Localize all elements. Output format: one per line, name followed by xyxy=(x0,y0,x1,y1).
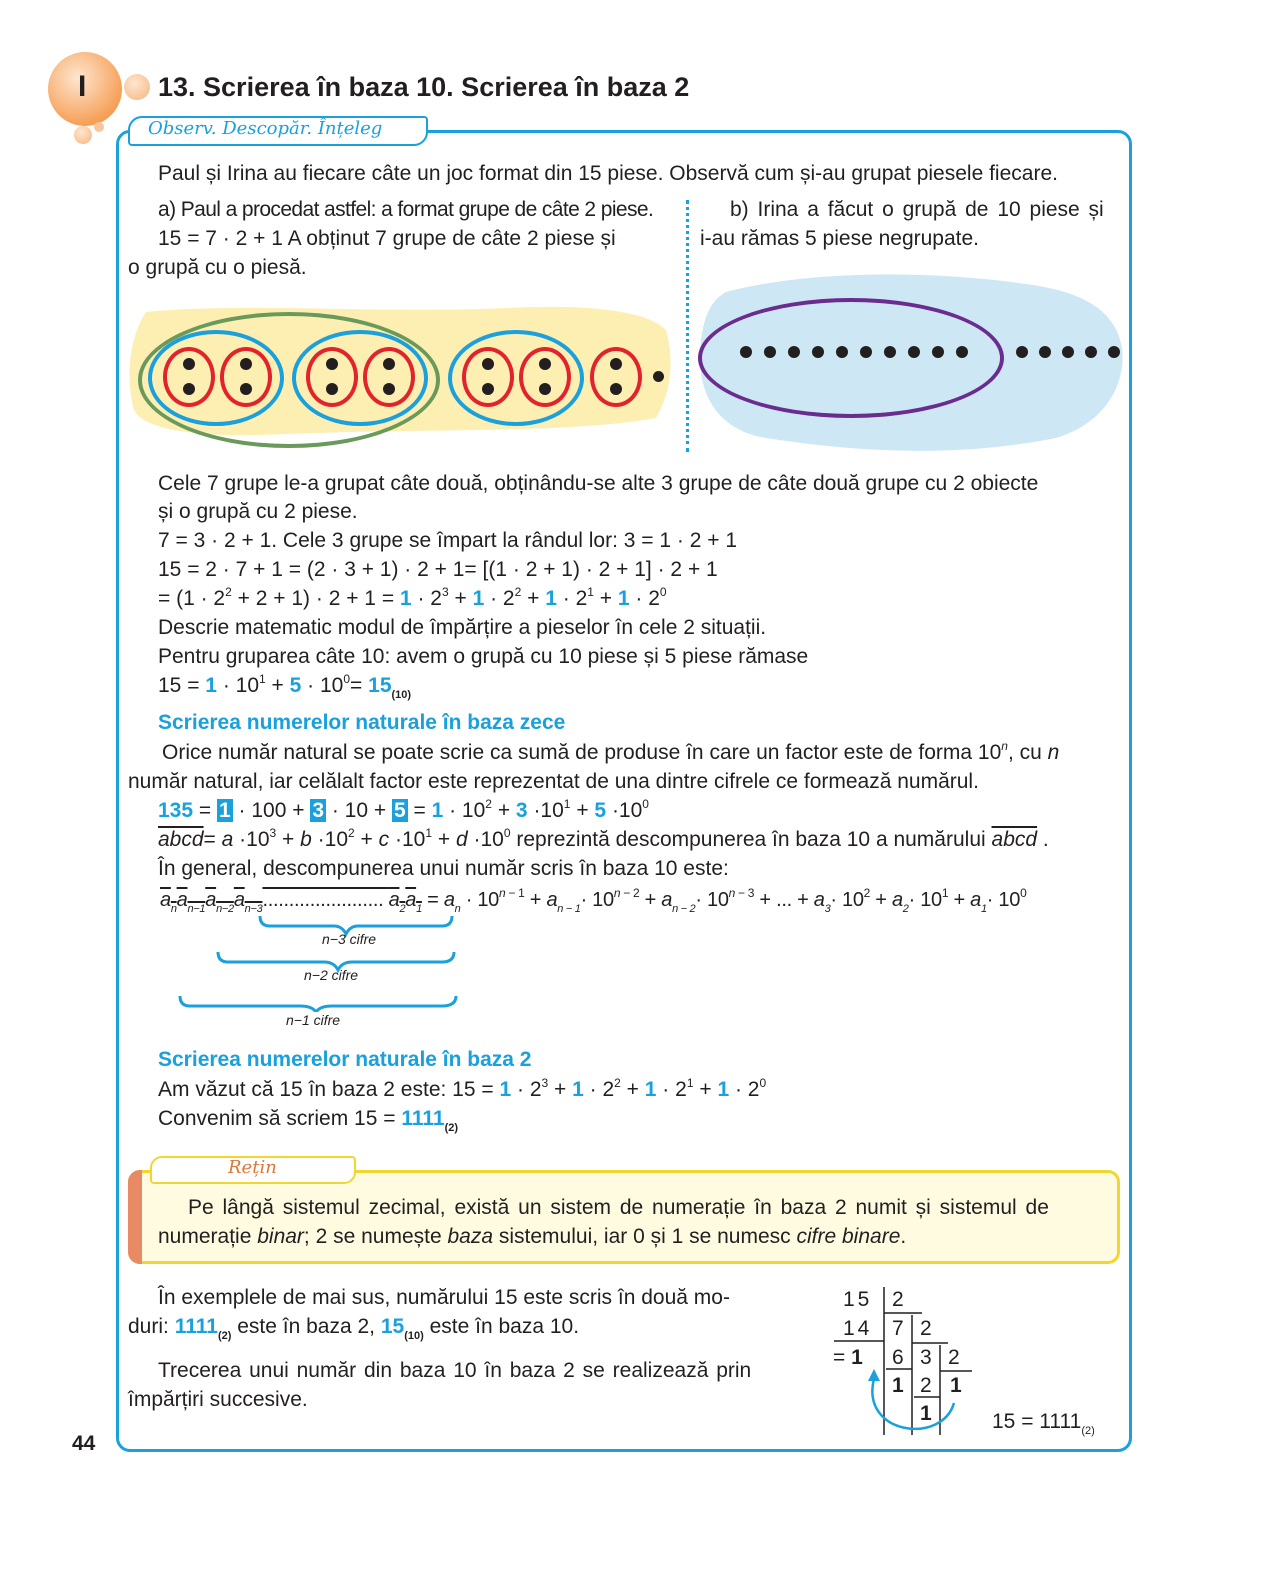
piece-grouped xyxy=(764,346,776,358)
piece-grouped xyxy=(740,346,752,358)
piece-single xyxy=(653,371,664,382)
div-2c: 2 xyxy=(948,1346,960,1369)
page-title: 13. Scrierea în baza 10. Scrierea în baza 2 xyxy=(158,72,690,102)
div-2b: 2 xyxy=(920,1317,932,1340)
purple-group-outline xyxy=(698,298,1004,418)
piece xyxy=(383,358,395,370)
div-7: 7 xyxy=(892,1317,904,1340)
piece-grouped xyxy=(884,346,896,358)
red-pair-3 xyxy=(306,347,358,407)
bubble-small-1 xyxy=(124,74,150,100)
general-formula: $a_na_{n-1}a_{n-2}a_{n-3}$....................... $a_2a_1 = a_n \cdot 10^{n - 1} + a_{n - 1}\cdot 10^{n - 2} + a_{n - 2}\cdot 10^{n - 3}$ + ... + $a_3\cdot 10^2 + a_2\cdot 10^1 + a_1\cdot 10^0$ xyxy=(160,886,1027,915)
piece-loose xyxy=(1108,346,1120,358)
piece xyxy=(383,383,395,395)
paul-line3: o grupă cu o piesă. xyxy=(128,256,307,279)
div-r2: 1 xyxy=(950,1374,962,1397)
page-number: 44 xyxy=(72,1432,96,1455)
example-135: $135 = 1 \cdot 100 + 3 \cdot 10 + 5 = 1 \cdot 10^2 + 3 \cdot 10^1 + 5 \cdot 10^0$ xyxy=(158,797,649,822)
div-r3: 1 xyxy=(920,1402,932,1425)
expl-line5: = $(1 \cdot 2^2 + 2 + 1) \cdot 2 + 1 = 1 \cdot 2^3 + 1 \cdot 2^2 + 1 \cdot 2^1 + 1 \cdot 2^0$ xyxy=(158,585,667,610)
abcd-line: abcd= $a \cdot 10^3 + b \cdot 10^2 + c \cdot 10^1 + d \cdot 10^0$ reprezintă descompunerea în baza 10 a numărului abcd . xyxy=(158,826,1049,851)
red-pair-1 xyxy=(163,347,215,407)
base2-heading: Scrierea numerelor naturale în baza 2 xyxy=(158,1048,532,1071)
red-pair-6 xyxy=(519,347,571,407)
bottom-line3: Trecerea unui număr din baza 10 în baza 2 se realizează prin xyxy=(158,1359,752,1382)
paul-line1: a) Paul a procedat astfel: a format grupe de câte 2 piese. xyxy=(158,198,654,221)
observ-tab-label: Observ. Descopăr. Înțeleg xyxy=(148,118,383,139)
general-line: În general, descompunerea unui număr scris în baza 10 este: xyxy=(158,857,729,880)
expl-line4: 15 = 2 · 7 + 1 = (2 · 3 + 1) · 2 + 1= [(1 · 2 + 1) · 2 + 1] · 2 + 1 xyxy=(158,558,718,581)
piece xyxy=(326,358,338,370)
piece-loose xyxy=(1016,346,1028,358)
red-pair-5 xyxy=(462,347,514,407)
base10-heading: Scrierea numerelor naturale în baza zece xyxy=(158,711,566,734)
bottom-line4: împărțiri succesive. xyxy=(128,1388,308,1411)
piece xyxy=(482,383,494,395)
retin-label: Rețin xyxy=(228,1157,277,1178)
piece xyxy=(610,383,622,395)
expl-line1: Cele 7 grupe le-a grupat câte două, obținându-se alte 3 grupe de câte două grupe cu 2 obiecte xyxy=(158,472,1039,495)
retin-line2: numerație binar; 2 se numește baza sistemului, iar 0 și 1 se numesc cifre binare. xyxy=(158,1225,907,1248)
piece xyxy=(240,383,252,395)
paul-line2: 15 = 7 · 2 + 1 A obținut 7 grupe de câte 2 piese și xyxy=(158,227,616,250)
division-result: $15 = 1111_{(2)}$ xyxy=(992,1410,1095,1437)
piece-grouped xyxy=(788,346,800,358)
bubble-small-2 xyxy=(74,126,92,144)
piece xyxy=(183,383,195,395)
div-14: 14 xyxy=(843,1317,873,1340)
expl-line6: Descrie matematic modul de împărțire a pieselor în cele 2 situații. xyxy=(158,616,767,639)
bottom-line1: În exemplele de mai sus, numărului 15 este scris în două mo- xyxy=(158,1286,730,1309)
chapter-marker: I xyxy=(78,70,87,103)
base10-para-line1: Orice număr natural se poate scrie ca sumă de produse în care un factor este de forma 10$^n$, cu n xyxy=(162,739,1060,764)
expl-line7: Pentru gruparea câte 10: avem o grupă cu 10 piese și 5 piese rămase xyxy=(158,645,809,668)
div-r1: 1 xyxy=(892,1374,904,1397)
expl-line3: 7 = 3 · 2 + 1. Cele 3 grupe se împart la rândul lor: 3 = 1 · 2 + 1 xyxy=(158,529,737,552)
piece xyxy=(240,358,252,370)
piece xyxy=(539,383,551,395)
dotted-separator xyxy=(686,200,689,452)
retin-line1: Pe lângă sistemul zecimal, există un sistem de numerație în baza 2 numit și sistemul de xyxy=(188,1196,1049,1219)
piece-grouped xyxy=(932,346,944,358)
bottom-line2: duri: $1111_{(2)}$ este în baza 2, $15_{(10)}$ este în baza 10. xyxy=(128,1315,580,1342)
red-pair-4 xyxy=(363,347,415,407)
piece xyxy=(482,358,494,370)
retin-side-bar xyxy=(128,1170,142,1264)
brace-group xyxy=(170,912,470,1012)
irina-line1: b) Irina a făcut o grupă de 10 piese și xyxy=(730,198,1104,221)
brace-label-n3: n−3 cifre xyxy=(322,931,377,947)
piece xyxy=(183,358,195,370)
expl-line8: $15 = 1 \cdot 10^1 + 5 \cdot 10^0= 15_{(10)}$ xyxy=(158,672,412,701)
brace-label-n1: n−1 cifre xyxy=(286,1012,341,1028)
div-2d: 2 xyxy=(920,1374,932,1397)
base2-line1: Am văzut că 15 în baza 2 este: $15 = 1 \cdot 2^3 + 1 \cdot 2^2 + 1 \cdot 2^1 + 1 \cdot 2^0$ xyxy=(158,1076,767,1101)
red-pair-7 xyxy=(590,347,642,407)
bubble-small-3 xyxy=(94,122,104,132)
piece-grouped xyxy=(908,346,920,358)
piece-grouped xyxy=(860,346,872,358)
expl-line2: și o grupă cu 2 piese. xyxy=(158,500,358,523)
piece-loose xyxy=(1085,346,1097,358)
piece-loose xyxy=(1062,346,1074,358)
irina-line2: i-au rămas 5 piese negrupate. xyxy=(700,227,979,250)
piece-grouped xyxy=(836,346,848,358)
piece xyxy=(610,358,622,370)
div-6: 6 xyxy=(892,1346,904,1369)
div-eq1: = 1 xyxy=(833,1346,863,1369)
div-3: 3 xyxy=(920,1346,932,1369)
brace-label-n2: n−2 cifre xyxy=(304,967,359,983)
piece-grouped xyxy=(956,346,968,358)
piece xyxy=(539,358,551,370)
base2-line2: Convenim să scriem $15 = 1111_{(2)}$ xyxy=(158,1107,459,1134)
intro-text: Paul și Irina au fiecare câte un joc format din 15 piese. Observă cum și-au grupat piesele fiecare. xyxy=(158,162,1058,185)
piece-grouped xyxy=(812,346,824,358)
red-pair-2 xyxy=(220,347,272,407)
div-15: 15 xyxy=(843,1288,873,1311)
div-2a: 2 xyxy=(892,1288,904,1311)
base10-para-line2: număr natural, iar celălalt factor este reprezentat de una dintre cifrele ce formează numărul. xyxy=(128,770,979,793)
piece-loose xyxy=(1039,346,1051,358)
piece xyxy=(326,383,338,395)
